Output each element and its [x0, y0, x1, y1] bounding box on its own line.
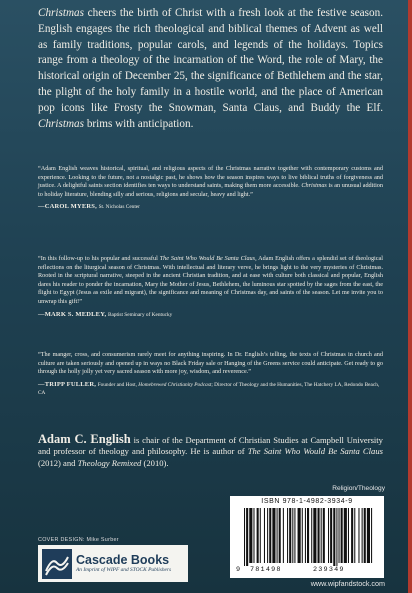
quote-text: [38, 165, 383, 199]
intro-description: [38, 6, 383, 132]
endorser-name: —TRIPP FULLER,: [38, 380, 97, 388]
barcode-digits-left: 781498: [250, 566, 282, 574]
cascade-logo-icon: [42, 549, 72, 579]
quote-book-title: Christmas: [301, 182, 327, 190]
affiliation-text-a: Founder and Host,: [97, 381, 139, 388]
intro-book-title-2: Christmas: [38, 117, 85, 130]
book-category: Religion/Theology: [332, 485, 385, 492]
bio-text-b: (2012) and: [38, 457, 78, 468]
author-name: Adam C. English: [38, 432, 131, 446]
isbn-label: ISBN 978-1-4982-3934-9: [261, 498, 353, 505]
quote-book-title: The Saint Who Would Be Santa Claus: [159, 255, 256, 262]
bio-text-c: (2010).: [141, 457, 169, 468]
podcast-title: Homebrewed Christianity Podcast: [138, 381, 212, 388]
quote-text-a: “In this follow-up to his popular and successful: [38, 255, 160, 262]
author-bio: [38, 434, 383, 469]
isbn-barcode: [230, 496, 384, 578]
barcode-digit-first: 9: [236, 566, 242, 574]
endorsement-quote: [38, 255, 383, 319]
endorser-affiliation: St. Nicholas Center: [98, 204, 140, 211]
quote-text-b: , Adam English offers a splendid set of theological reflections on the liturgical season of Christmas. With intellectual and literary verve, he brings light to the very mysteries of Christmas. Rooted in the scriptural narrative, steeped in the ancient Christian tradition, and at ease with culture both classical and popular, English dares his reader to ponder the incarnation, Mary the Mother of Jesus, Bethlehem, the luminous star spotted by the sages from the east, the flight to Egypt (Jesus as exile and migrant), the significance and meaning of Christmas day, and saints of the season. Let me invite you to unwrap this gift!”: [38, 255, 383, 305]
quote-text-a: “Adam English weaves historical, spiritual, and religious aspects of the Christmas narrative together with contemporary customs and experience. Looking to the future, not a nostalgic past, he shows how the season inspires ways to live biblical truths of forgiveness and justice. A delightful saints section identifies ten ways to understand saints, making them more accessible.: [38, 165, 383, 190]
barcode-digits-right: 239349: [313, 566, 345, 574]
quote-text: [38, 351, 383, 377]
publisher-logo-text: [76, 553, 171, 574]
quote-attribution: [38, 381, 383, 398]
intro-text-part1: cheers the birth of Christ with a fresh look at the festive season. English engages the rich theological and biblical themes of Advent as well as family traditions, popular carols, and legends of the holidays. Topics range from a theology of the incarnation of the Word, the role of Mary, the historical origin of December 25, the significance of Bethlehem and the star, the plight of the holy family in a hostile world, and the place of American pop icons like Frosty the Snowman, Santa Claus, and Buddy the Elf.: [38, 7, 383, 114]
publisher-website: www.wipfandstock.com: [310, 579, 385, 588]
red-accent-bar: [408, 0, 412, 593]
cover-design-credit: COVER DESIGN: Mike Surber: [38, 537, 119, 543]
endorsement-quote: [38, 351, 383, 398]
publisher-name: Cascade Books: [76, 553, 170, 567]
affiliation-text-b: ; Director of Theology and the Humanities, The Hatchery LA, Redondo Beach, CA: [38, 381, 380, 397]
quote-text: [38, 255, 383, 307]
quote-attribution: [38, 311, 383, 320]
intro-book-title: Christmas: [38, 7, 85, 19]
quote-text-b: is an unusual addition to holiday literature, blending silly and serious, religions and secular, heavy and light.”: [38, 182, 383, 198]
bio-text-a: is chair of the Department of Christian Studies at Campbell University and professor of theology and philosophy. He is author of: [38, 435, 383, 457]
intro-text-part2: brims with anticipation.: [84, 117, 194, 130]
endorser-name: —CAROL MYERS,: [38, 203, 97, 211]
quote-attribution: [38, 203, 383, 212]
publisher-logo: [38, 545, 188, 582]
bio-book-1: The Saint Who Would Be Santa Claus: [247, 446, 383, 457]
publisher-imprint: An Imprint of WIPF and STOCK Publishers: [76, 567, 172, 573]
endorser-name: —MARK S. MEDLEY,: [38, 310, 107, 318]
bio-book-2: Theology Remixed: [77, 457, 142, 468]
endorsement-quote: [38, 165, 383, 212]
quote-text-a: “The manger, cross, and consumerism rarely meet for anything inspiring. In Dr. English’s telling, the texts of Christmas in church and culture are taken seriously and opened up in ways no Black Friday sale or Hanging of the Greens service could anticipate. Get ready to go through the holly jolly yet very sacred season with more joy, wisdom, and reverence.”: [38, 351, 383, 376]
endorser-affiliation: Baptist Seminary of Kentucky: [107, 311, 173, 318]
